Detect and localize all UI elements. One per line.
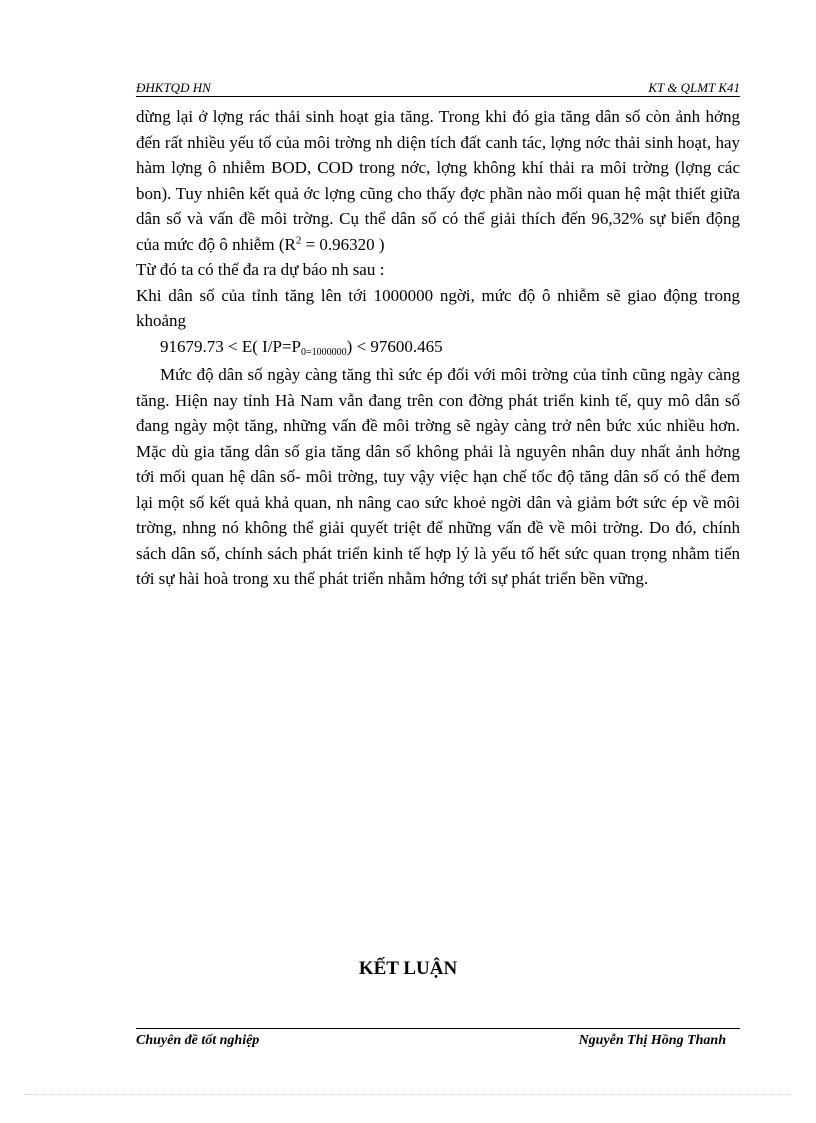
paragraph-3: Khi dân số của tỉnh tăng lên tới 1000000 ngời, mức độ ô nhiễm sẽ giao động trong khoảng [136,285,740,330]
footer-left: Chuyên đề tốt nghiệp [136,1033,260,1048]
r-squared-superscript: 2 [295,233,302,246]
paragraph-4: Mức độ dân số ngày càng tăng thì sức ép đối với môi trờng của tỉnh cũng ngày càng tăng. Hiện nay tỉnh Hà Nam vẫn đang trên con đờng phát triển kinh tế, quy mô dân số đang ngày một tăng, những vấn đề môi trờng sẽ ngày càng trở nên bức xúc nhiều hơn. Mặc dù gia tăng dân số gia tăng dân số không phải là nguyên nhân duy nhất ảnh hởng tới mối quan hệ dân số- môi trờng, tuy vậy việc hạn chế tốc độ tăng dân số có thể đem lại một số kết quả khả quan, nh nâng cao sức khoẻ ngời dân và giảm bớt sức ép về môi trờng, nhng nó không thể giải quyết triệt để những vấn đề về môi trờng. Do đó, chính sách dân số, chính sách phát triển kinh tế hợp lý là yếu tố hết sức quan trọng nhằm tiến tới sự hài hoà trong xu thế phát triển nhằm hớng tới sự phát triển bền vững. [136,365,740,588]
formula-subscript: 0=1000000 [301,346,347,358]
formula-right: ) < 97600.465 [346,336,443,356]
r-squared-value: = 0.96320 ) [301,234,385,254]
paragraph-1-text: dừng lại ở lợng rác thải sinh hoạt gia tăng. Trong khi đó gia tăng dân số còn ảnh hởng đến rất nhiều yếu tố của môi trờng nh diện tích đất canh tác, lợng nớc thải sinh hoạt, hay hàm lợng ô nhiễm BOD, COD trong nớc, lợng không khí thải ra môi trờng (lợng các bon). Tuy nhiên kết quả ớc lợng cũng cho thấy đợc phần nào mối quan hệ mật thiết giữa dân số và vấn đề môi trờng. Cụ thể dân số có thể giải thích đến 96,32% sự biến động của mức độ ô nhiễm (R [136,107,740,254]
page-footer [136,1028,740,1048]
footer-right: Nguyễn Thị Hồng Thanh [578,1033,726,1048]
formula-left: 91679.73 < E( I/P=P [160,336,302,356]
forecast-formula [136,334,740,363]
page-header [136,78,740,97]
header-left: ĐHKTQD HN [136,80,211,95]
document-body [136,104,740,592]
header-right: KT & QLMT K41 [648,80,740,95]
paragraph-2: Từ đó ta có thể đa ra dự báo nh sau : [136,260,385,279]
section-title: KẾT LUẬN [358,958,458,979]
paragraph-1 [136,104,740,257]
page-bottom-divider [24,1094,792,1095]
